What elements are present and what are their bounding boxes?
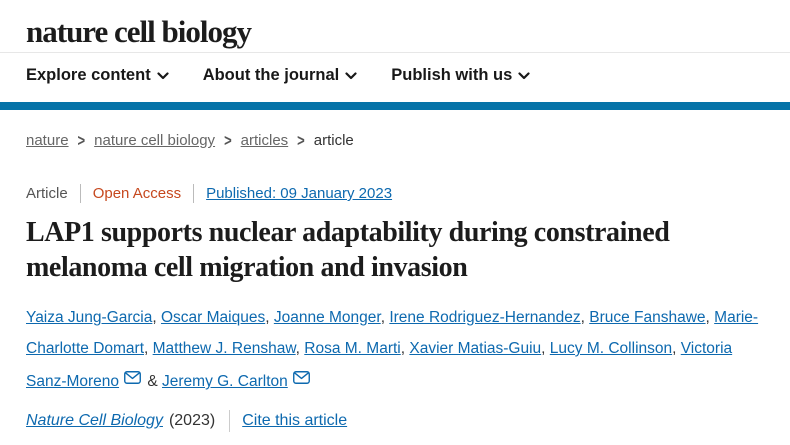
breadcrumb-link-nature[interactable]: nature [26,132,69,149]
journal-logo[interactable]: nature cell biology [26,14,251,49]
nav-item-explore-content[interactable] [26,66,169,85]
nav-item-label: Publish with us [391,66,513,84]
ampersand: & [143,373,162,390]
breadcrumb-separator-icon: > [297,131,305,150]
nav-item-publish-with-us[interactable] [391,66,530,85]
breadcrumb-separator-icon: > [224,131,232,150]
breadcrumb-link-nature-cell-biology[interactable]: nature cell biology [94,132,216,149]
author-link[interactable]: Lucy M. Collinson [549,340,673,357]
main-nav [0,53,790,97]
chevron-down-icon [518,66,530,85]
author-link[interactable]: Oscar Maiques [160,309,266,326]
vertical-divider [193,184,194,203]
site-header [0,0,790,53]
article-type-label: Article [26,185,68,202]
breadcrumb-current-article: article [313,132,354,149]
article-title: LAP1 supports nuclear adaptability during constrained melanoma cell migration and invasion [26,217,670,283]
author-link[interactable]: Victoria Sanz-Moreno [26,340,733,390]
brand-blue-bar [0,102,790,110]
journal-title-link[interactable]: Nature Cell Biology [26,412,163,429]
chevron-down-icon [157,66,169,85]
email-envelope-icon[interactable] [124,364,141,395]
author-link[interactable]: Xavier Matias-Guiu [409,340,542,357]
published-date-link[interactable]: Published: 09 January 2023 [206,185,393,202]
author-link[interactable]: Irene Rodriguez-Hernandez [389,309,581,326]
vertical-divider [80,184,81,203]
article-header-content [0,132,790,432]
breadcrumb-separator-icon: > [77,131,86,150]
author-link[interactable]: Rosa M. Marti [304,340,401,357]
vertical-divider [229,410,230,432]
author-link[interactable]: Jeremy G. Carlton [162,373,288,390]
author-link[interactable]: Bruce Fanshawe [589,309,706,326]
nav-item-about-the-journal[interactable] [203,66,358,85]
author-link[interactable]: Matthew J. Renshaw [152,340,296,357]
cite-this-article-link[interactable]: Cite this article [242,412,348,429]
article-meta-row [26,184,764,203]
breadcrumb-link-articles[interactable]: articles [240,132,289,149]
author-link[interactable]: Yaiza Jung-Garcia [26,309,153,326]
nav-item-label: Explore content [26,66,151,84]
citation-year: (2023) [168,412,216,429]
nav-item-label: About the journal [202,66,340,84]
breadcrumb [26,132,764,149]
open-access-badge: Open Access [92,185,182,202]
authors-list: Yaiza Jung-Garcia, Oscar Maiques, Joanne Monger, Irene Rodriguez-Hernandez, Bruce Fanshawe, Marie-Charlotte Domart, Matthew J. Renshaw, Rosa M. Marti, Xavier Matias-Guiu, Lucy M. Collinson, Victoria Sanz-Moreno & Jeremy G. Carlton [26,302,764,397]
author-link[interactable]: Joanne Monger [273,309,381,326]
chevron-down-icon [345,66,357,85]
citation-row [26,410,764,432]
author-link[interactable]: Marie-Charlotte Domart [26,309,759,357]
email-envelope-icon[interactable] [293,364,310,395]
